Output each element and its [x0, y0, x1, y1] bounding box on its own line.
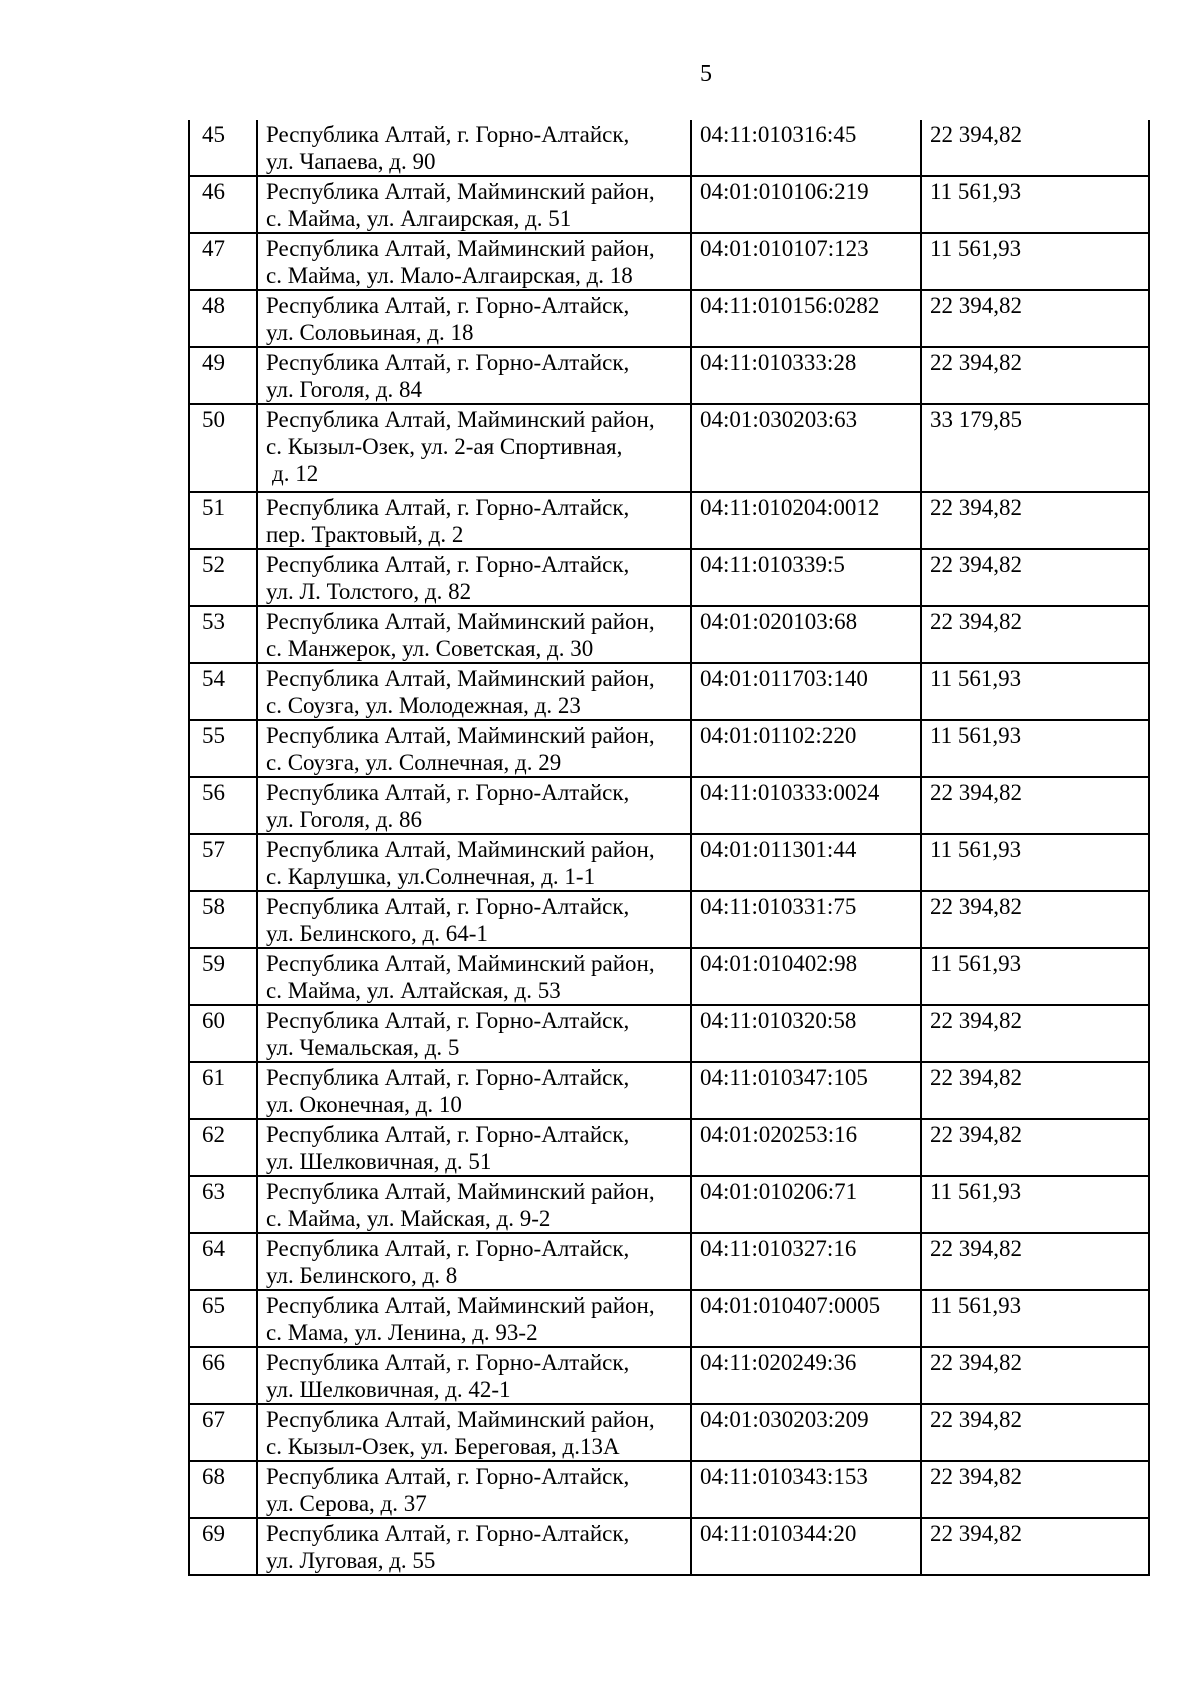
row-number-cell: 69 [189, 1518, 257, 1575]
row-number-cell: 56 [189, 777, 257, 834]
address-cell [257, 347, 691, 404]
table-row [189, 834, 1149, 891]
row-number-cell: 48 [189, 290, 257, 347]
row-number-cell: 46 [189, 176, 257, 233]
address-line: Республика Алтай, г. Горно-Алтайск, [266, 1065, 630, 1090]
address-line: Республика Алтай, г. Горно-Алтайск, [266, 1122, 630, 1147]
row-number-cell: 63 [189, 1176, 257, 1233]
amount-cell: 22 394,82 [921, 347, 1149, 404]
address-line: Республика Алтай, г. Горно-Алтайск, [266, 552, 630, 577]
cadastral-number-cell: 04:01:010402:98 [691, 948, 921, 1005]
cadastral-number-cell: 04:01:010107:123 [691, 233, 921, 290]
address-line: Республика Алтай, г. Горно-Алтайск, [266, 1464, 630, 1489]
address-line: Республика Алтай, г. Горно-Алтайск, [266, 350, 630, 375]
amount-cell: 11 561,93 [921, 663, 1149, 720]
address-cell [257, 948, 691, 1005]
amount-cell: 22 394,82 [921, 120, 1149, 176]
address-line: Республика Алтай, г. Горно-Алтайск, [266, 122, 630, 147]
amount-cell: 22 394,82 [921, 1062, 1149, 1119]
cadastral-number-cell: 04:01:011301:44 [691, 834, 921, 891]
address-line: ул. Оконечная, д. 10 [266, 1092, 462, 1117]
row-number-cell: 61 [189, 1062, 257, 1119]
address-line: ул. Белинского, д. 8 [266, 1263, 458, 1288]
address-cell [257, 1119, 691, 1176]
row-number-cell: 58 [189, 891, 257, 948]
address-line: ул. Чапаева, д. 90 [266, 149, 436, 174]
table-row [189, 891, 1149, 948]
cadastral-number-cell: 04:11:010316:45 [691, 120, 921, 176]
address-line: ул. Серова, д. 37 [266, 1491, 427, 1516]
cadastral-number-cell: 04:01:010106:219 [691, 176, 921, 233]
address-line: ул. Луговая, д. 55 [266, 1548, 436, 1573]
table-row [189, 606, 1149, 663]
row-number-cell: 55 [189, 720, 257, 777]
table-row [189, 1005, 1149, 1062]
address-line: Республика Алтай, г. Горно-Алтайск, [266, 1236, 630, 1261]
row-number-cell: 51 [189, 492, 257, 549]
amount-cell: 11 561,93 [921, 720, 1149, 777]
address-line: Республика Алтай, Майминский район, [266, 951, 655, 976]
address-cell [257, 120, 691, 176]
address-cell [257, 176, 691, 233]
address-line: ул. Л. Толстого, д. 82 [266, 579, 472, 604]
table-row [189, 1404, 1149, 1461]
address-line: с. Соузга, ул. Молодежная, д. 23 [266, 693, 581, 718]
amount-cell: 22 394,82 [921, 1461, 1149, 1518]
address-line: ул. Гоголя, д. 86 [266, 807, 423, 832]
address-cell [257, 1347, 691, 1404]
amount-cell: 22 394,82 [921, 606, 1149, 663]
table-row [189, 1290, 1149, 1347]
row-number-cell: 62 [189, 1119, 257, 1176]
address-cell [257, 1461, 691, 1518]
table-row [189, 948, 1149, 1005]
amount-cell: 22 394,82 [921, 1233, 1149, 1290]
address-line: Республика Алтай, Майминский район, [266, 1179, 655, 1204]
cadastral-number-cell: 04:11:010333:0024 [691, 777, 921, 834]
address-line: ул. Белинского, д. 64-1 [266, 921, 488, 946]
address-cell [257, 1005, 691, 1062]
address-line: Республика Алтай, Майминский район, [266, 1293, 655, 1318]
address-line: Республика Алтай, г. Горно-Алтайск, [266, 894, 630, 919]
amount-cell: 22 394,82 [921, 1005, 1149, 1062]
address-line: Республика Алтай, Майминский район, [266, 609, 655, 634]
address-line: Республика Алтай, г. Горно-Алтайск, [266, 1350, 630, 1375]
amount-cell: 22 394,82 [921, 891, 1149, 948]
row-number-cell: 49 [189, 347, 257, 404]
address-line: с. Кызыл-Озек, ул. Береговая, д.13А [266, 1434, 620, 1459]
table-row [189, 404, 1149, 492]
address-line: ул. Шелковичная, д. 42-1 [266, 1377, 511, 1402]
row-number-cell: 52 [189, 549, 257, 606]
address-cell [257, 233, 691, 290]
address-line: Республика Алтай, Майминский район, [266, 837, 655, 862]
row-number-cell: 59 [189, 948, 257, 1005]
address-line: с. Майма, ул. Алгаирская, д. 51 [266, 206, 572, 231]
address-cell [257, 663, 691, 720]
table-row [189, 233, 1149, 290]
address-line: ул. Соловьиная, д. 18 [266, 320, 474, 345]
row-number-cell: 66 [189, 1347, 257, 1404]
address-cell [257, 404, 691, 492]
address-line: ул. Шелковичная, д. 51 [266, 1149, 492, 1174]
cadastral-number-cell: 04:11:010347:105 [691, 1062, 921, 1119]
amount-cell: 11 561,93 [921, 834, 1149, 891]
address-line: Республика Алтай, Майминский район, [266, 1407, 655, 1432]
cadastral-number-cell: 04:11:010343:153 [691, 1461, 921, 1518]
address-line: с. Майма, ул. Алтайская, д. 53 [266, 978, 561, 1003]
table-row [189, 347, 1149, 404]
cadastral-number-cell: 04:11:010320:58 [691, 1005, 921, 1062]
table-row [189, 120, 1149, 176]
address-cell [257, 549, 691, 606]
address-line: Республика Алтай, г. Горно-Алтайск, [266, 1521, 630, 1546]
row-number-cell: 53 [189, 606, 257, 663]
table-row [189, 1233, 1149, 1290]
address-line: ул. Чемальская, д. 5 [266, 1035, 460, 1060]
address-line: с. Карлушка, ул.Солнечная, д. 1-1 [266, 864, 596, 889]
amount-cell: 22 394,82 [921, 1518, 1149, 1575]
row-number-cell: 54 [189, 663, 257, 720]
table-row [189, 492, 1149, 549]
amount-cell: 22 394,82 [921, 1404, 1149, 1461]
address-cell [257, 720, 691, 777]
address-cell [257, 1290, 691, 1347]
row-number-cell: 64 [189, 1233, 257, 1290]
address-cell [257, 290, 691, 347]
cadastral-number-cell: 04:11:010344:20 [691, 1518, 921, 1575]
row-number-cell: 47 [189, 233, 257, 290]
amount-cell: 22 394,82 [921, 549, 1149, 606]
address-line: Республика Алтай, Майминский район, [266, 407, 655, 432]
amount-cell: 11 561,93 [921, 1176, 1149, 1233]
address-line: с. Майма, ул. Мало-Алгаирская, д. 18 [266, 263, 633, 288]
address-line: Республика Алтай, Майминский район, [266, 179, 655, 204]
address-line: с. Соузга, ул. Солнечная, д. 29 [266, 750, 562, 775]
table-row [189, 176, 1149, 233]
table-row [189, 1176, 1149, 1233]
address-line: Республика Алтай, г. Горно-Алтайск, [266, 1008, 630, 1033]
cadastral-number-cell: 04:11:020249:36 [691, 1347, 921, 1404]
address-cell [257, 492, 691, 549]
cadastral-number-cell: 04:01:020253:16 [691, 1119, 921, 1176]
cadastral-number-cell: 04:01:030203:63 [691, 404, 921, 492]
address-cell [257, 1518, 691, 1575]
amount-cell: 11 561,93 [921, 233, 1149, 290]
address-line: д. 12 [272, 461, 319, 486]
amount-cell: 11 561,93 [921, 176, 1149, 233]
row-number-cell: 68 [189, 1461, 257, 1518]
address-line: ул. Гоголя, д. 84 [266, 377, 423, 402]
cadastral-number-cell: 04:11:010327:16 [691, 1233, 921, 1290]
address-cell [257, 1062, 691, 1119]
address-line: пер. Трактовый, д. 2 [266, 522, 464, 547]
row-number-cell: 50 [189, 404, 257, 492]
amount-cell: 22 394,82 [921, 1119, 1149, 1176]
table-row [189, 1347, 1149, 1404]
cadastral-number-cell: 04:01:011703:140 [691, 663, 921, 720]
property-table [188, 120, 1150, 1576]
table-row [189, 1062, 1149, 1119]
amount-cell: 11 561,93 [921, 1290, 1149, 1347]
table-row [189, 1518, 1149, 1575]
address-cell [257, 1176, 691, 1233]
amount-cell: 22 394,82 [921, 777, 1149, 834]
cadastral-number-cell: 04:11:010204:0012 [691, 492, 921, 549]
address-line: Республика Алтай, г. Горно-Алтайск, [266, 293, 630, 318]
amount-cell: 22 394,82 [921, 290, 1149, 347]
cadastral-number-cell: 04:01:01102:220 [691, 720, 921, 777]
cadastral-number-cell: 04:01:020103:68 [691, 606, 921, 663]
address-cell [257, 891, 691, 948]
table-row [189, 290, 1149, 347]
address-line: с. Кызыл-Озек, ул. 2-ая Спортивная, [266, 434, 623, 459]
cadastral-number-cell: 04:11:010156:0282 [691, 290, 921, 347]
table-row [189, 777, 1149, 834]
row-number-cell: 60 [189, 1005, 257, 1062]
table-body [189, 120, 1149, 1575]
address-cell [257, 834, 691, 891]
address-line: Республика Алтай, г. Горно-Алтайск, [266, 495, 630, 520]
cadastral-number-cell: 04:11:010333:28 [691, 347, 921, 404]
address-line: с. Мама, ул. Ленина, д. 93-2 [266, 1320, 538, 1345]
table-row [189, 549, 1149, 606]
row-number-cell: 45 [189, 120, 257, 176]
cadastral-number-cell: 04:01:030203:209 [691, 1404, 921, 1461]
address-cell [257, 606, 691, 663]
row-number-cell: 57 [189, 834, 257, 891]
cadastral-number-cell: 04:11:010331:75 [691, 891, 921, 948]
cadastral-number-cell: 04:11:010339:5 [691, 549, 921, 606]
address-line: Республика Алтай, Майминский район, [266, 236, 655, 261]
address-line: с. Майма, ул. Майская, д. 9-2 [266, 1206, 551, 1231]
address-line: Республика Алтай, г. Горно-Алтайск, [266, 780, 630, 805]
amount-cell: 11 561,93 [921, 948, 1149, 1005]
table-row [189, 663, 1149, 720]
cadastral-number-cell: 04:01:010407:0005 [691, 1290, 921, 1347]
table-row [189, 1461, 1149, 1518]
address-line: с. Манжерок, ул. Советская, д. 30 [266, 636, 594, 661]
row-number-cell: 67 [189, 1404, 257, 1461]
table-row [189, 1119, 1149, 1176]
address-cell [257, 1404, 691, 1461]
page-number: 5 [700, 61, 712, 87]
address-cell [257, 777, 691, 834]
address-cell [257, 1233, 691, 1290]
address-line: Республика Алтай, Майминский район, [266, 723, 655, 748]
amount-cell: 33 179,85 [921, 404, 1149, 492]
cadastral-number-cell: 04:01:010206:71 [691, 1176, 921, 1233]
table-row [189, 720, 1149, 777]
amount-cell: 22 394,82 [921, 492, 1149, 549]
amount-cell: 22 394,82 [921, 1347, 1149, 1404]
address-line: Республика Алтай, Майминский район, [266, 666, 655, 691]
row-number-cell: 65 [189, 1290, 257, 1347]
